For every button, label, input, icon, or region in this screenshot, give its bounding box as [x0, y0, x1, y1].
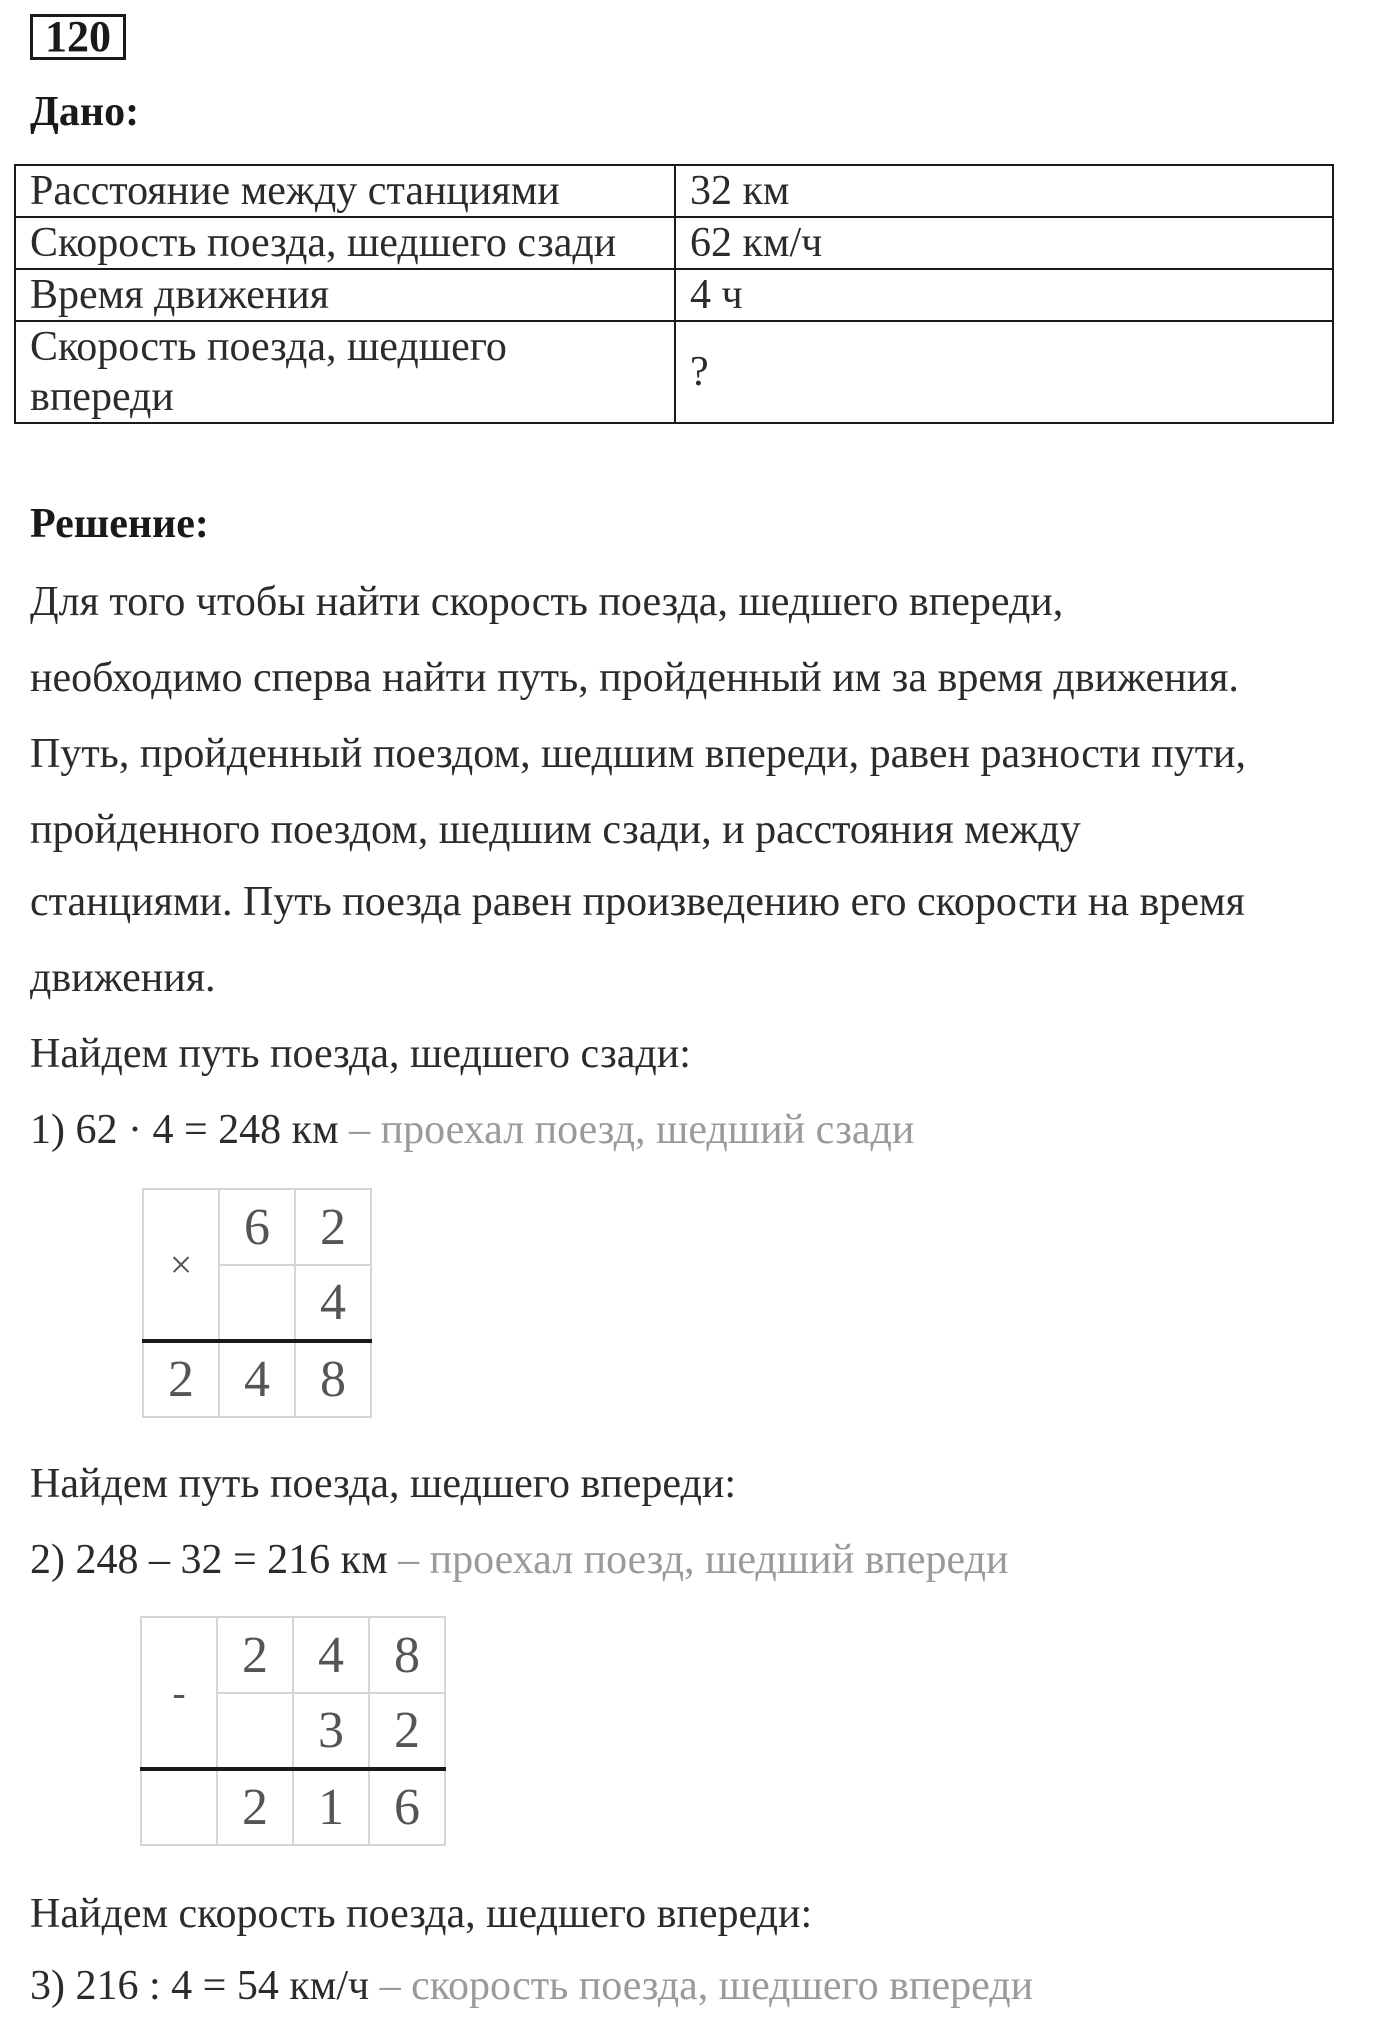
given-value: 32 км [675, 165, 1333, 217]
result-digit-cell: 2 [217, 1769, 293, 1845]
multiplication-column [142, 1188, 372, 1418]
given-row [15, 217, 1333, 269]
paragraph-line: необходимо сперва найти путь, пройденный им за время движения. [30, 655, 1239, 701]
result-digit-cell [141, 1769, 217, 1845]
given-label: Время движения [15, 269, 675, 321]
minus-sign: - [141, 1617, 217, 1769]
digit-cell [219, 1265, 295, 1341]
step1-intro: Найдем путь поезда, шедшего сзади: [30, 1031, 691, 1077]
solution-heading: Решение: [30, 501, 209, 547]
given-row [15, 321, 1333, 423]
result-digit-cell: 4 [219, 1341, 295, 1417]
paragraph-line: Путь, пройденный поездом, шедшим впереди, равен разности пути, [30, 731, 1247, 777]
given-value: ? [675, 321, 1333, 423]
given-table [14, 164, 1334, 424]
digit-cell: 4 [293, 1617, 369, 1693]
step3-intro: Найдем скорость поезда, шедшего впереди: [30, 1891, 813, 1937]
step3-note: – скорость поезда, шедшего впереди [379, 1963, 1034, 2009]
given-row [15, 269, 1333, 321]
step3-line [30, 1962, 1033, 2010]
multiply-sign: × [143, 1189, 219, 1341]
digit-cell: 2 [217, 1617, 293, 1693]
digit-cell: 2 [369, 1693, 445, 1769]
digit-cell: 2 [295, 1189, 371, 1265]
given-value: 62 км/ч [675, 217, 1333, 269]
result-digit-cell: 6 [369, 1769, 445, 1845]
given-value: 4 ч [675, 269, 1333, 321]
step1-line [30, 1106, 914, 1154]
paragraph-line: станциями. Путь поезда равен произведению его скорости на время [30, 879, 1245, 925]
digit-cell [217, 1693, 293, 1769]
result-digit-cell: 1 [293, 1769, 369, 1845]
paragraph-line: движения. [30, 955, 216, 1001]
subtraction-column [140, 1616, 446, 1846]
task-number: 120 [30, 14, 126, 60]
step3-expression: 3) 216 : 4 = 54 км/ч [30, 1963, 370, 2009]
given-label: Скорость поезда, шедшего впереди [15, 321, 675, 423]
paragraph-line: пройденного поездом, шедшим сзади, и расстояния между [30, 807, 1081, 853]
step1-note: – проехал поезд, шедший сзади [349, 1107, 915, 1153]
digit-cell: 6 [219, 1189, 295, 1265]
digit-cell: 3 [293, 1693, 369, 1769]
given-label: Скорость поезда, шедшего сзади [15, 217, 675, 269]
given-row [15, 165, 1333, 217]
step1-expression: 1) 62 · 4 = 248 км [30, 1107, 339, 1153]
paragraph-line: Для того чтобы найти скорость поезда, шедшего впереди, [30, 579, 1064, 625]
given-heading: Дано: [30, 89, 140, 135]
result-digit-cell: 8 [295, 1341, 371, 1417]
result-digit-cell: 2 [143, 1341, 219, 1417]
digit-cell: 8 [369, 1617, 445, 1693]
given-label: Расстояние между станциями [15, 165, 675, 217]
digit-cell: 4 [295, 1265, 371, 1341]
step2-expression: 2) 248 – 32 = 216 км [30, 1537, 388, 1583]
step2-intro: Найдем путь поезда, шедшего впереди: [30, 1461, 737, 1507]
step2-line [30, 1536, 1008, 1584]
step2-note: – проехал поезд, шедший впереди [398, 1537, 1009, 1583]
